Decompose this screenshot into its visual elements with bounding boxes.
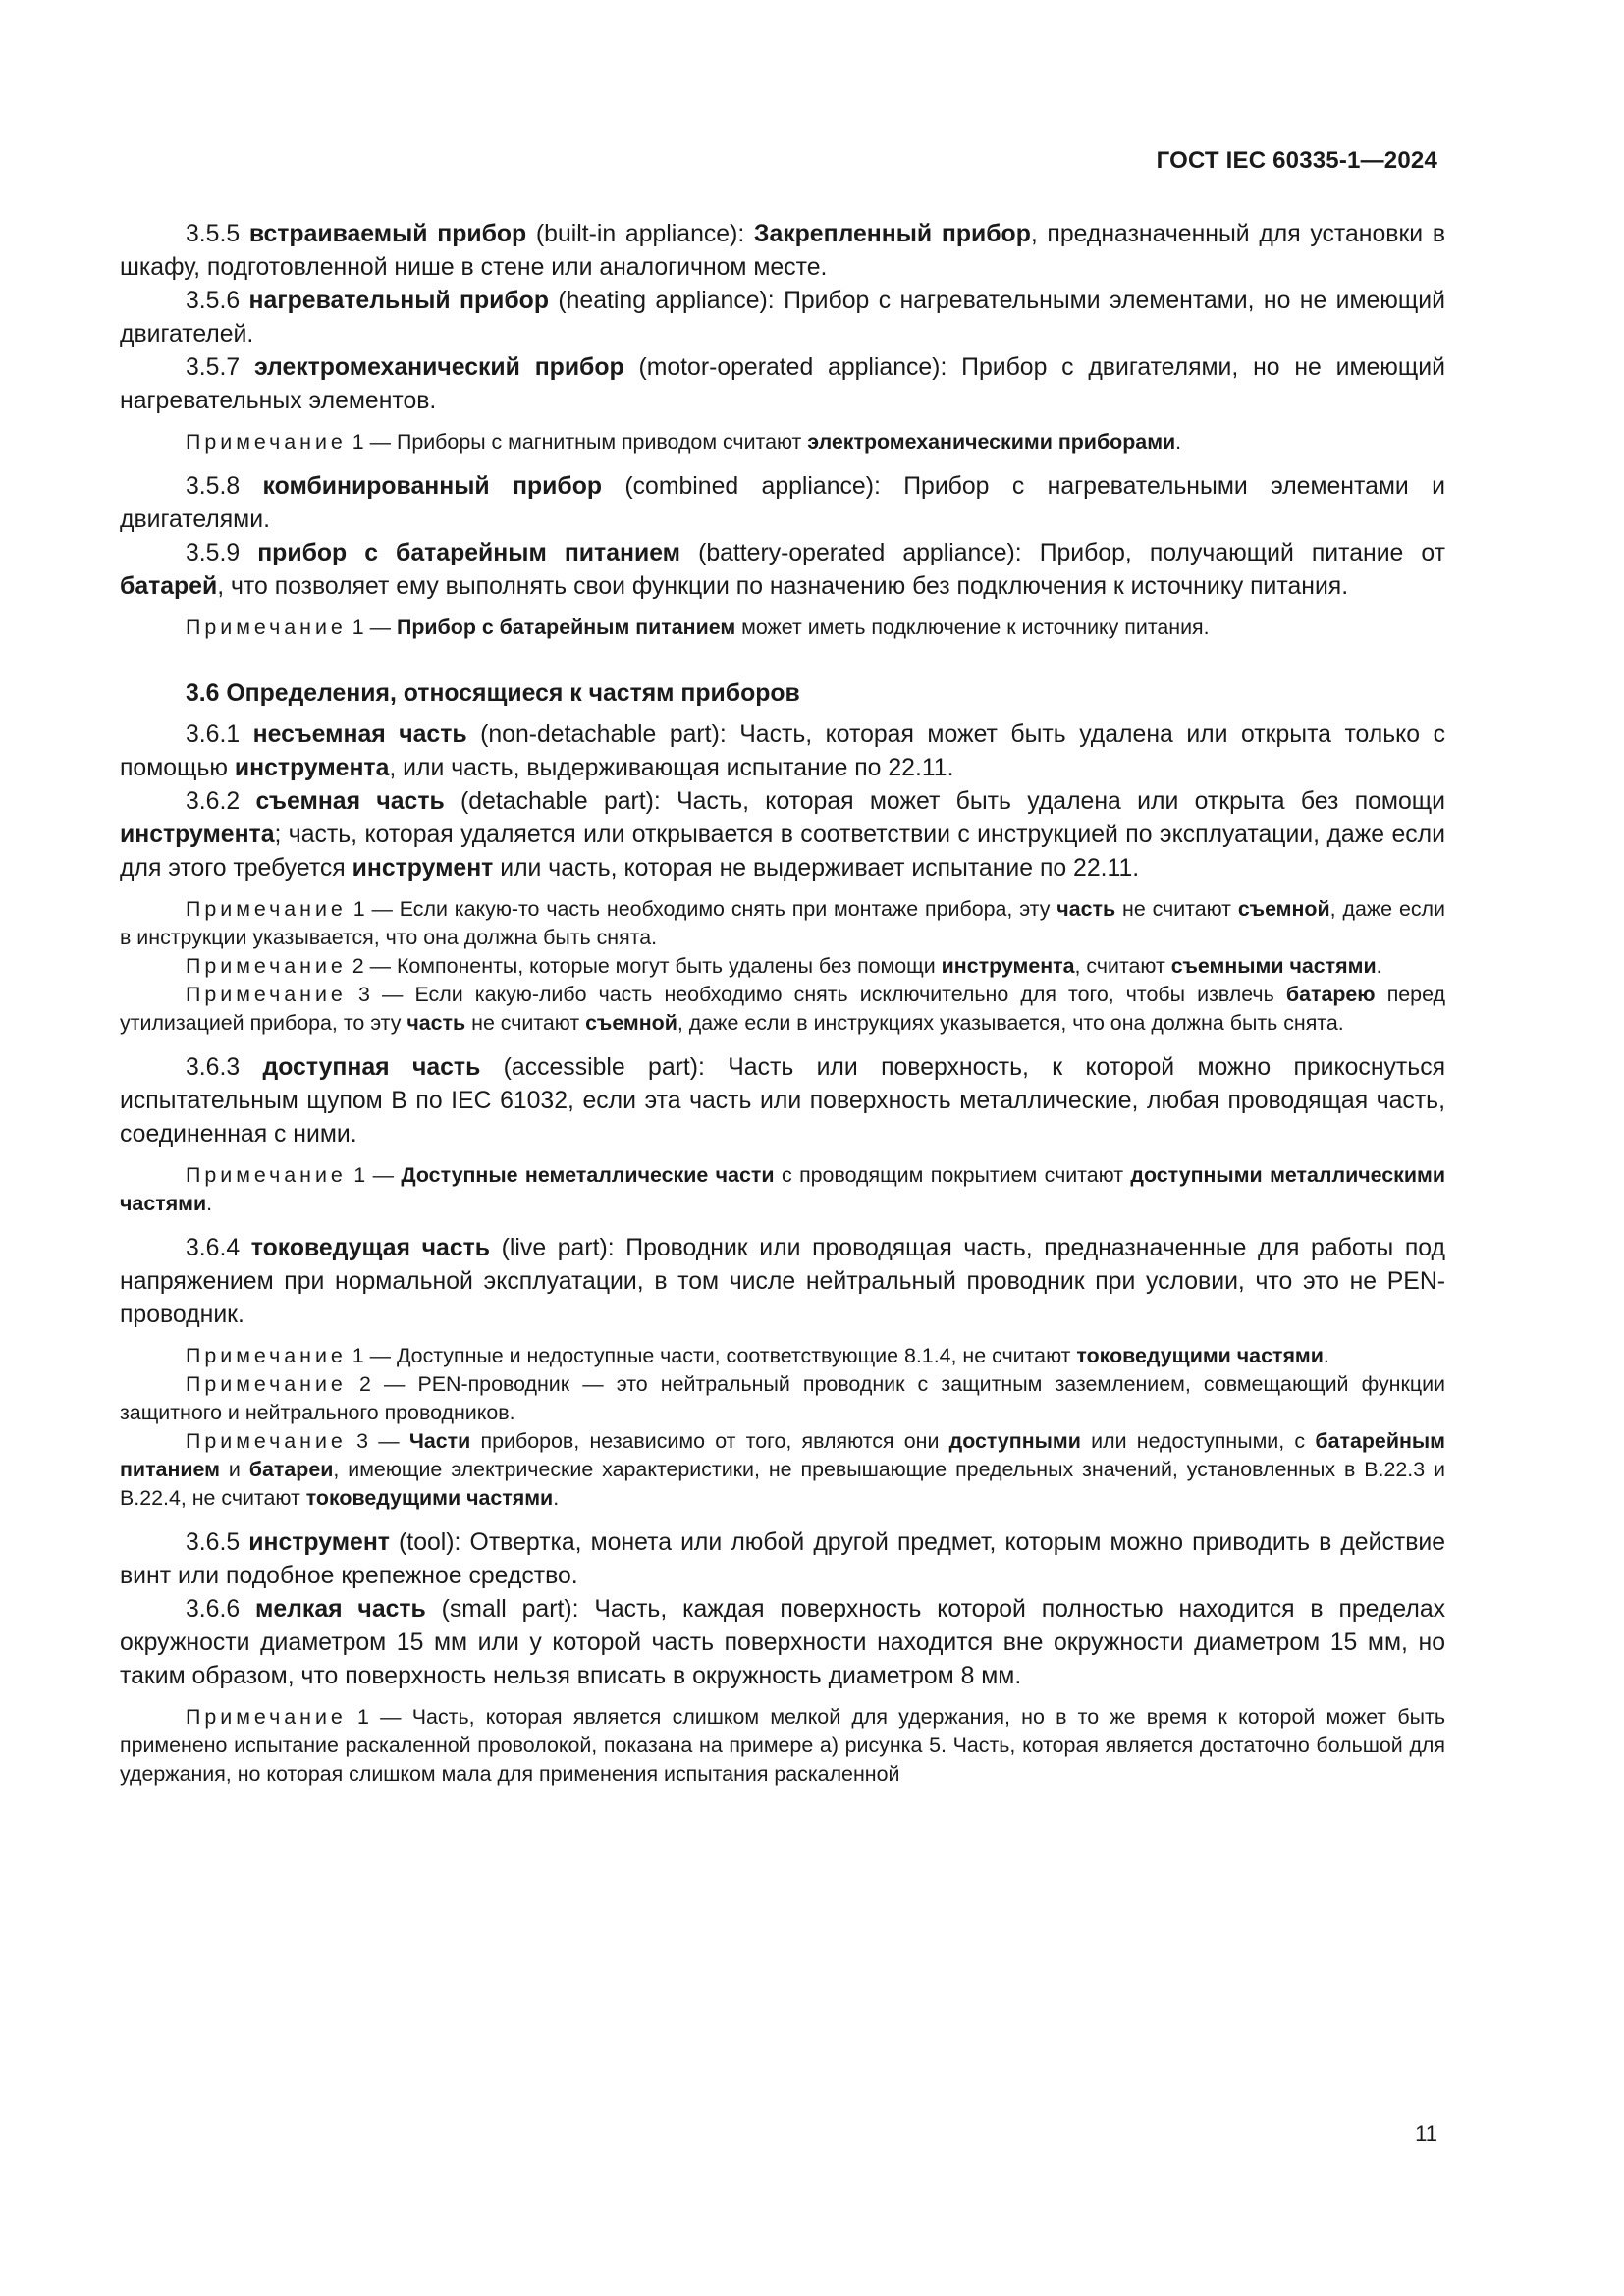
note-3-6-4-3: [120, 1427, 1445, 1513]
defined-term: нагревательный прибор: [248, 288, 549, 314]
note-3-5-7-1: [120, 428, 1445, 456]
defined-term: доступная часть: [262, 1054, 481, 1081]
definition-3-5-5: [120, 218, 1445, 285]
clause-number: 3.6.6: [186, 1596, 241, 1623]
bold-term: часть: [406, 1011, 466, 1035]
note-text: и: [219, 1458, 249, 1481]
bold-term: доступными металлическими частями: [120, 1163, 1445, 1215]
note-text: Компоненты, которые могут быть удалены без помощи: [396, 954, 942, 978]
definition-3-5-8: [120, 470, 1445, 537]
note-label: Примечание: [186, 1163, 347, 1187]
note-text: не считают: [1115, 897, 1238, 921]
clause-number: 3.6.3: [186, 1054, 241, 1081]
definition-3-5-7: [120, 351, 1445, 418]
note-text: , даже если в инструкциях указывается, что она должна быть снята.: [677, 1011, 1344, 1035]
note-text: может иметь подключение к источнику питания.: [735, 615, 1210, 639]
definition-3-6-6: [120, 1593, 1445, 1693]
bold-term: батареи: [248, 1458, 334, 1481]
definition-text: Часть, которая может быть удалена или открыта только с помощью: [120, 721, 1445, 781]
bold-term: батарей: [120, 573, 218, 600]
note-text: с проводящим покрытием считают: [774, 1163, 1131, 1187]
note-text: .: [1175, 430, 1182, 454]
note-text: .: [1323, 1344, 1329, 1367]
clause-number: 3.5.7: [186, 354, 241, 381]
definition-text: ; часть, которая удаляется или открывается в соответствии с инструкцией по эксплуатации, даже если для этого требуется: [120, 822, 1445, 881]
english-term: (small part):: [441, 1596, 595, 1623]
bold-term: инструмента: [234, 755, 390, 781]
definition-text: Часть или поверхность, к которой можно прикоснуться испытательным щупом В по IEC 61032, если эта часть или поверхность металлические, любая проводящая часть, соединенная с ними.: [120, 1054, 1446, 1148]
note-text: .: [1376, 954, 1382, 978]
bold-term: Прибор с батарейным питанием: [396, 615, 736, 639]
note-3-6-2-1: [120, 895, 1445, 952]
bold-term: токоведущими частями: [1076, 1344, 1324, 1367]
note-text: Приборы с магнитным приводом считают: [396, 430, 808, 454]
english-term: (battery-operated appliance):: [698, 540, 1040, 566]
note-text: , даже если в инструкции указывается, что она должна быть снята.: [120, 897, 1445, 949]
english-term: (live part):: [501, 1235, 626, 1261]
bold-term: Доступные неметаллические части: [401, 1163, 775, 1187]
bold-term: съемными частями: [1170, 954, 1377, 978]
note-label: Примечание: [186, 615, 347, 639]
note-number: 3 —: [357, 983, 415, 1006]
note-label: Примечание: [186, 1372, 347, 1396]
bold-term: инструмент: [352, 855, 494, 881]
bold-term: доступными: [948, 1429, 1081, 1453]
bold-term: батарею: [1285, 983, 1376, 1006]
note-3-6-2-2: [120, 952, 1445, 981]
english-term: (accessible part):: [503, 1054, 729, 1081]
definition-3-6-1: [120, 719, 1445, 785]
defined-term: съемная часть: [255, 788, 445, 815]
english-term: (tool):: [399, 1529, 470, 1556]
note-number: 1 —: [353, 1163, 402, 1187]
note-number: 3 —: [356, 1429, 409, 1453]
note-text: .: [206, 1192, 213, 1215]
bold-term: Закрепленный прибор: [753, 221, 1031, 247]
english-term: (motor-operated appliance):: [638, 354, 962, 381]
definition-text: Прибор с двигателями, но не имеющий нагревательных элементов.: [120, 354, 1445, 414]
note-text: .: [553, 1486, 560, 1510]
defined-term: электромеханический прибор: [253, 354, 624, 381]
english-term: (detachable part):: [460, 788, 677, 815]
note-text: Доступные и недоступные части, соответствующие 8.1.4, не считают: [396, 1344, 1077, 1367]
bold-term: электромеханическими приборами: [807, 430, 1176, 454]
definition-3-5-9: [120, 537, 1445, 604]
page-body: [120, 218, 1445, 1789]
note-3-6-3-1: [120, 1161, 1445, 1218]
bold-term: токоведущими частями: [305, 1486, 554, 1510]
definition-text: , или часть, выдерживающая испытание по 22.11.: [389, 755, 954, 781]
bold-term: съемной: [585, 1011, 677, 1035]
definition-3-6-2: [120, 785, 1445, 885]
clause-number: 3.6.5: [186, 1529, 241, 1556]
note-3-6-4-2: [120, 1370, 1445, 1427]
english-term: (combined appliance):: [624, 473, 904, 500]
note-label: Примечание: [186, 1344, 347, 1367]
note-3-6-6-1: [120, 1703, 1445, 1789]
definition-text: Часть, которая может быть удалена или открыта без помощи: [677, 788, 1446, 815]
note-label: Примечание: [186, 430, 347, 454]
note-number: 2 —: [358, 1372, 418, 1396]
note-number: 1 —: [352, 615, 397, 639]
note-3-6-2-3: [120, 981, 1445, 1038]
definition-3-6-4: [120, 1232, 1445, 1332]
defined-term: встраиваемый прибор: [248, 221, 527, 247]
section-title-3-6: 3.6 Определения, относящиеся к частям приборов: [186, 680, 800, 707]
note-text: , имеющие электрические характеристики, не превышающие предельных значений, установленных в В.22.3 и В.22.4, не считают: [120, 1458, 1445, 1510]
definition-text: Отвертка, монета или любой другой предмет, которым можно приводить в действие винт или подобное крепежное средство.: [120, 1529, 1446, 1589]
definition-text: Прибор с нагревательными элементами и двигателями.: [120, 473, 1446, 533]
english-term: (built-in appliance):: [535, 221, 754, 247]
clause-number: 3.6.4: [186, 1235, 241, 1261]
definition-text: Часть, каждая поверхность которой полностью находится в пределах окружности диаметром 15 мм или у которой часть поверхности находится вне окружности диаметром 15 мм, но таким образом, что поверхность нельзя вписать в окружность диаметром 8 мм.: [120, 1596, 1446, 1689]
note-text: , считают: [1074, 954, 1171, 978]
definition-text: Проводник или проводящая часть, предназначенные для работы под напряжением при нормальной эксплуатации, в том числе нейтральный проводник при условии, что это не PEN-проводник.: [120, 1235, 1446, 1328]
english-term: (non-detachable part):: [480, 721, 740, 748]
bold-term: съемной: [1237, 897, 1330, 921]
clause-number: 3.6.2: [186, 788, 241, 815]
defined-term: комбинированный прибор: [262, 473, 602, 500]
note-text: Часть, которая является слишком мелкой для удержания, но в то же время к которой может быть применено испытание раскаленной проволокой, показана на примере а) рисунка 5. Часть, которая является достаточно большой для удержания, но которая слишком мала для применения испытания раскаленной: [120, 1705, 1445, 1786]
note-number: 1 —: [352, 1344, 397, 1367]
note-text: PEN-проводник — это нейтральный проводник с защитным заземлением, совмещающий функции защитного и нейтрального проводников.: [120, 1372, 1445, 1424]
note-text: Если какую-либо часть необходимо снять исключительно для того, чтобы извлечь: [414, 983, 1286, 1006]
bold-term: инструмента: [120, 822, 275, 848]
definition-text: Прибор с нагревательными элементами, но не имеющий двигателей.: [120, 288, 1446, 347]
page-number: 11: [1415, 2121, 1437, 2146]
note-label: Примечание: [186, 1705, 347, 1729]
note-3-5-9-1: [120, 614, 1445, 642]
definition-text: , что позволяет ему выполнять свои функции по назначению без подключения к источнику питания.: [217, 573, 1349, 600]
note-label: Примечание: [186, 983, 347, 1006]
defined-term: токоведущая часть: [250, 1235, 491, 1261]
clause-number: 3.5.8: [186, 473, 241, 500]
note-number: 1 —: [352, 897, 400, 921]
defined-term: мелкая часть: [255, 1596, 426, 1623]
bold-term: инструмента: [941, 954, 1075, 978]
note-number: 1 —: [352, 430, 397, 454]
english-term: (heating appliance):: [558, 288, 785, 314]
note-number: 1 —: [357, 1705, 412, 1729]
note-number: 2 —: [352, 954, 397, 978]
defined-term: несъемная часть: [252, 721, 467, 748]
definition-3-6-5: [120, 1526, 1445, 1593]
definition-text: , предназначенный для установки в шкафу, подготовленной нише в стене или аналогичном месте.: [120, 221, 1446, 281]
clause-number: 3.5.5: [186, 221, 241, 247]
note-3-6-4-1: [120, 1342, 1445, 1370]
definition-3-5-6: [120, 285, 1445, 351]
note-label: Примечание: [186, 1429, 347, 1453]
note-label: Примечание: [186, 897, 347, 921]
note-text: Если какую-то часть необходимо снять при монтаже прибора, эту: [399, 897, 1057, 921]
note-text: перед утилизацией прибора, то эту: [120, 983, 1445, 1035]
definition-text: или часть, которая не выдерживает испытание по 22.11.: [493, 855, 1140, 881]
document-code: ГОСТ IEC 60335-1—2024: [1156, 147, 1437, 174]
definition-3-6-3: [120, 1051, 1445, 1151]
defined-term: прибор с батарейным питанием: [257, 540, 681, 566]
clause-number: 3.6.1: [186, 721, 241, 748]
definition-text: Прибор, получающий питание от: [1039, 540, 1445, 566]
note-text: приборов, независимо от того, являются они: [470, 1429, 949, 1453]
note-text: или недоступными, с: [1080, 1429, 1316, 1453]
defined-term: инструмент: [248, 1529, 390, 1556]
bold-term: батарейным питанием: [120, 1429, 1445, 1481]
clause-number: 3.5.9: [186, 540, 241, 566]
bold-term: часть: [1056, 897, 1116, 921]
clause-number: 3.5.6: [186, 288, 241, 314]
note-text: не считают: [465, 1011, 586, 1035]
bold-term: Части: [408, 1429, 471, 1453]
note-label: Примечание: [186, 954, 347, 978]
